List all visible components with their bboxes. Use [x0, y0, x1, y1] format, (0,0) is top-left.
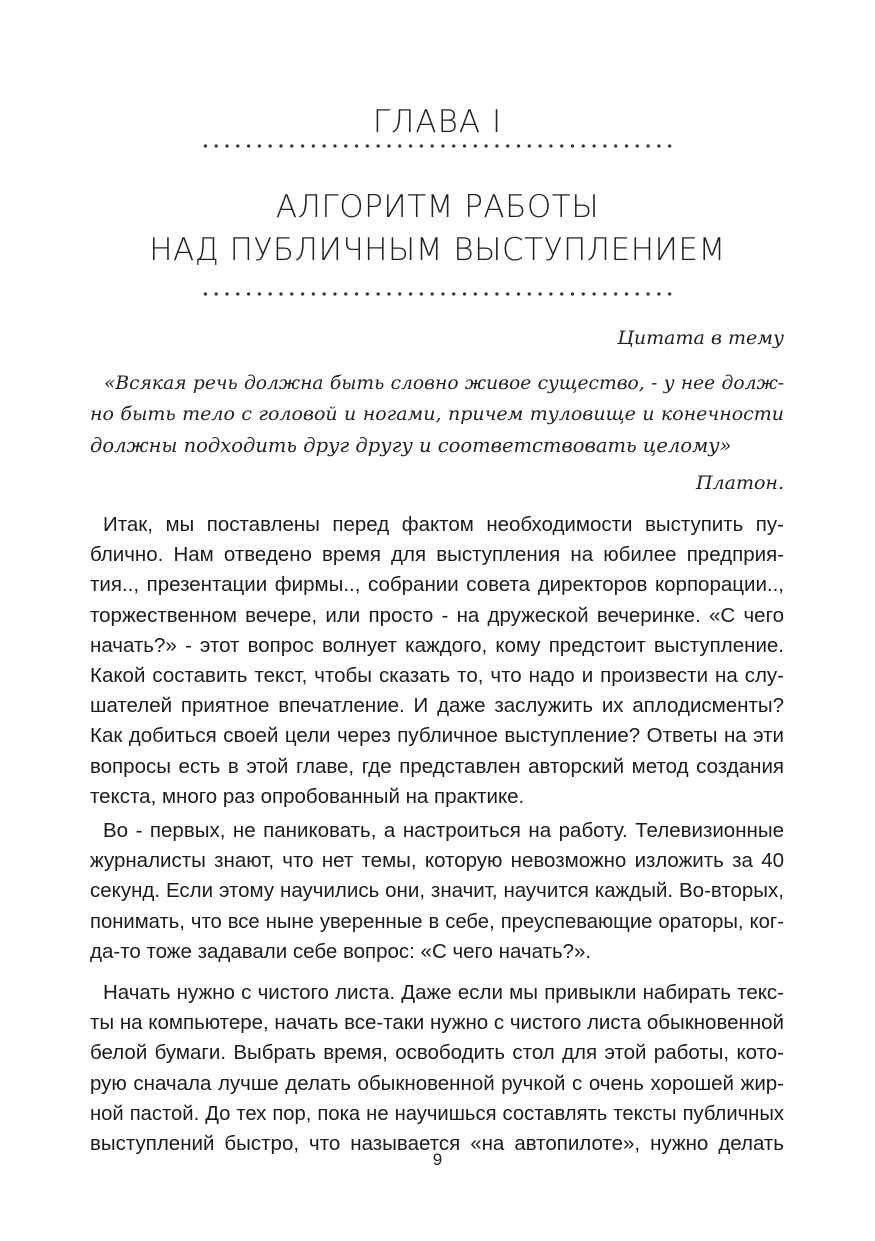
- text-line: Начать нужно с чистого листа. Даже если мы привыкли набирать текс-: [103, 981, 784, 1004]
- text-line: торжественном вечере, или просто - на дружеской вечеринке. «С чего: [90, 603, 784, 627]
- chapter-title-line: НАД ПУБЛИЧНЫМ ВЫСТУПЛЕНИЕМ: [149, 232, 726, 268]
- paragraph-3: [90, 978, 784, 1159]
- chapter-title: [0, 186, 875, 272]
- text-line: тия.., презентации фирмы.., собрании совета директоров корпорации..,: [90, 573, 784, 597]
- quote-line: должны подходить друг другу и соответствовать целому»: [90, 434, 732, 457]
- quote-label: Цитата в тему: [617, 327, 784, 349]
- text-line: белой бумаги. Выбрать время, освободить стол для этой работы, кото-: [90, 1041, 784, 1065]
- quote-attribution: Платон.: [695, 472, 784, 494]
- quote-line: но быть тело с головой и ногами, причем туловище и конечности: [90, 403, 784, 425]
- text-line: ты на компьютере, начать все-таки нужно с чистого листа обыкновенной: [90, 1011, 784, 1035]
- text-line: ной пастой. До тех пор, пока не научишься составлять тексты публичных: [90, 1102, 784, 1125]
- text-line: Какой составить текст, чтобы сказать то, что надо и произвести на слу-: [90, 664, 784, 688]
- text-line: вопросы есть в этой главе, где представлен авторский метод создания: [90, 754, 784, 778]
- dotted-divider-top: [200, 144, 676, 148]
- epigraph-quote: [90, 368, 784, 461]
- text-line: Итак, мы поставлены перед фактом необходимости выступить пу-: [103, 513, 784, 536]
- paragraph-1: [90, 510, 784, 812]
- text-line: блично. Нам отведено время для выступления на юбилее предприя-: [90, 543, 784, 567]
- text-line: секунд. Если этому научились они, значит, научится каждый. Во-вторых,: [90, 879, 784, 903]
- text-line: понимать, что все ныне уверенные в себе, преуспевающие ораторы, ког-: [90, 910, 784, 933]
- text-line: текста, много раз опробованный на практике.: [90, 784, 525, 808]
- text-line: начать?» - этот вопрос волнует каждого, кому предстоит выступление.: [90, 633, 784, 657]
- text-line: выступлений быстро, что называется «на автопилоте», нужно делать: [90, 1132, 784, 1156]
- chapter-title-line: АЛГОРИТМ РАБОТЫ: [275, 189, 600, 225]
- text-line: рую сначала лучше делать обыкновенной ручкой с очень хорошей жир-: [90, 1071, 784, 1095]
- page-number: 9: [432, 1150, 443, 1169]
- text-line: Во - первых, не паниковать, а настроиться на работу. Телевизионные: [103, 819, 784, 842]
- text-line: журналисты знают, что нет темы, которую невозможно изложить за 40: [90, 849, 784, 873]
- chapter-heading: ГЛАВА I: [372, 104, 503, 140]
- quote-line: «Всякая речь должна быть словно живое существо, - у нее долж-: [104, 373, 784, 394]
- text-line: шателей приятное впечатление. И даже заслужить их аплодисменты?: [90, 694, 784, 718]
- paragraph-2: [90, 816, 784, 967]
- text-line: Как добиться своей цели через публичное выступление? Ответы на эти: [90, 724, 784, 748]
- dotted-divider-bottom: [200, 292, 676, 296]
- text-line: да-то тоже задавали себе вопрос: «С чего начать?».: [90, 939, 592, 963]
